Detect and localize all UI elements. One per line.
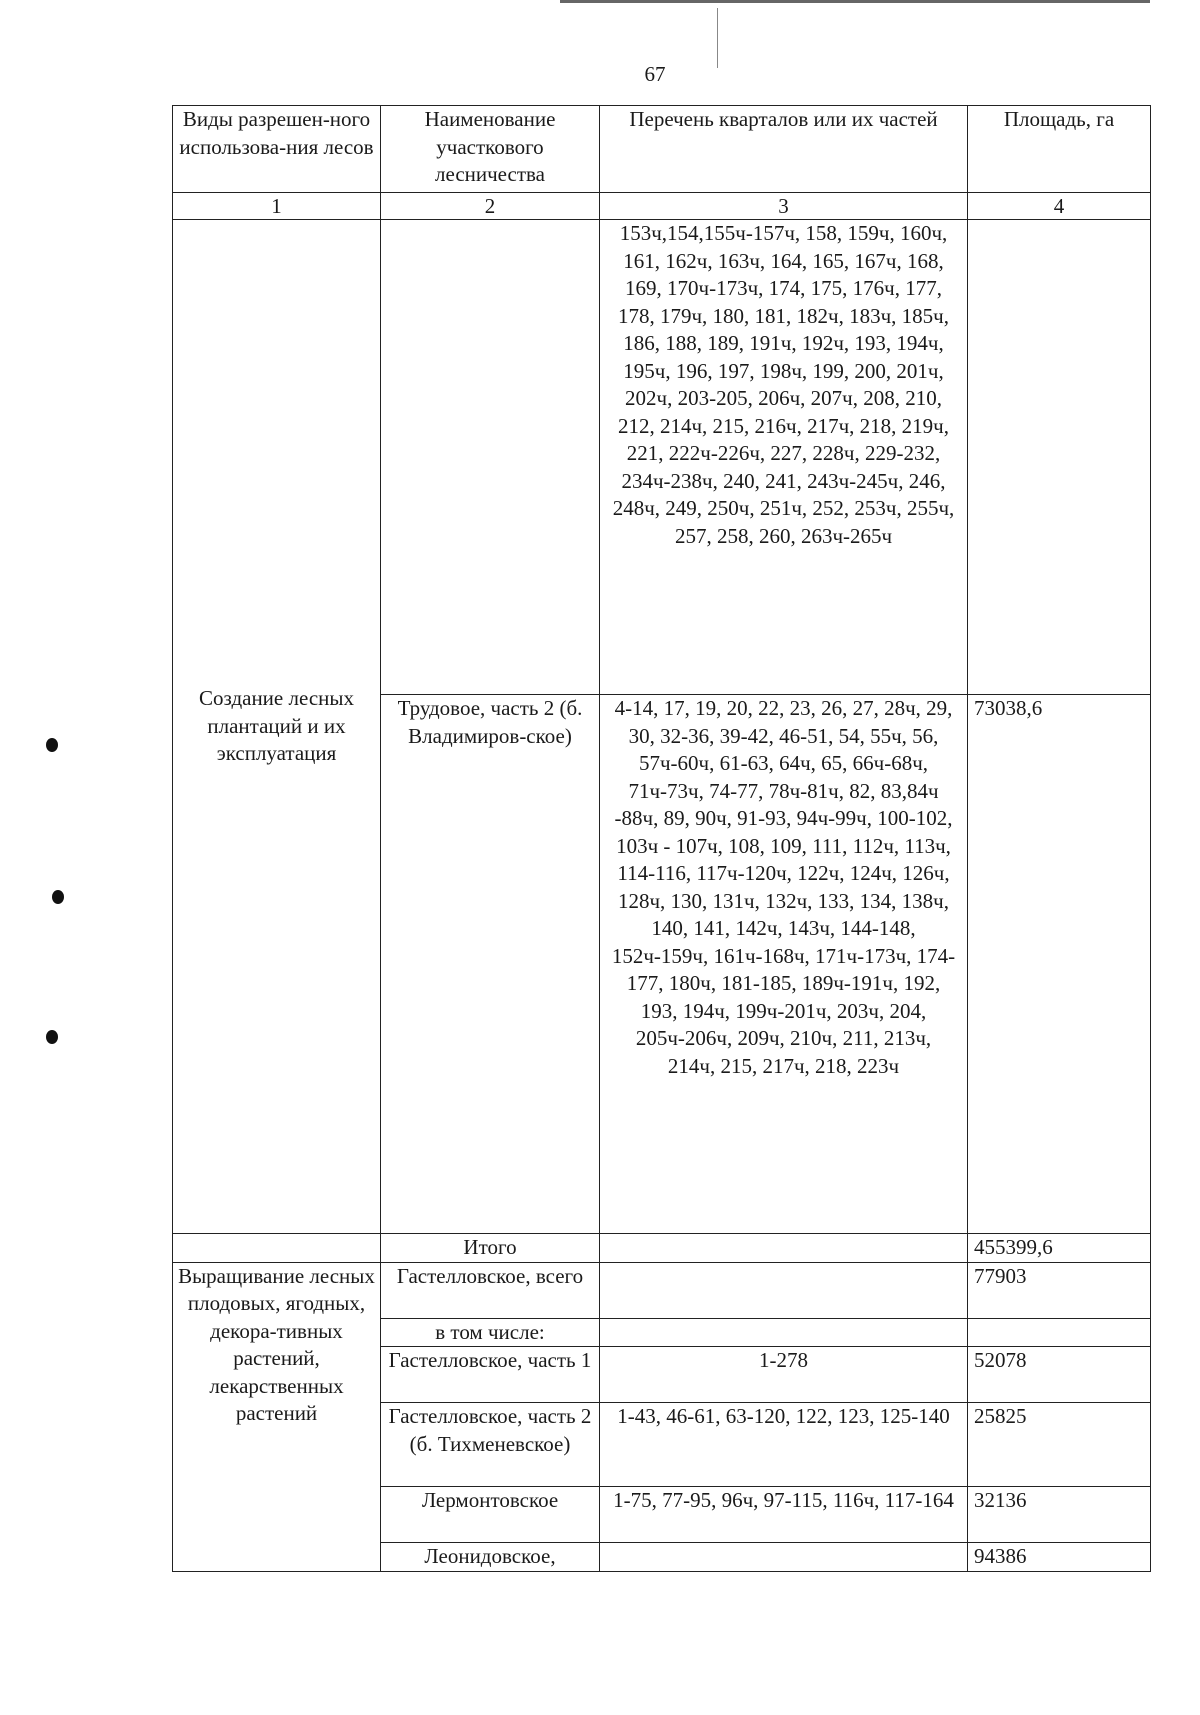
punch-hole-dot — [52, 890, 64, 904]
table-row — [173, 220, 1151, 695]
top-rule — [560, 0, 1150, 3]
header-district: Наименование участкового лесничества — [381, 106, 600, 193]
quarters-cell: 1-278 — [600, 1347, 968, 1403]
district-cell: Итого — [381, 1234, 600, 1263]
area-cell: 94386 — [968, 1543, 1151, 1572]
page-number: 67 — [644, 62, 666, 86]
district-cell: Гастелловское, часть 1 — [381, 1347, 600, 1403]
quarters-cell: 153ч,154,155ч-157ч, 158, 159ч, 160ч, 161, 162ч, 163ч, 164, 165, 167ч, 168, 169, 170ч-173ч, 174, 175, 176ч, 177, 178, 179ч, 180, 181, 182ч, 183ч, 185ч, 186, 188, 189, 191ч, 192ч, 193, 194ч, 195ч, 196, 197, 198ч, 199, 200, 201ч, 202ч, 203-205, 206ч, 207ч, 208, 210, 212, 214ч, 215, 216ч, 217ч, 218, 219ч, 221, 222ч-226ч, 227, 228ч, 229-232, 234ч-238ч, 240, 241, 243ч-245ч, 246, 248ч, 249, 250ч, 251ч, 252, 253ч, 255ч, 257, 258, 260, 263ч-265ч — [600, 220, 968, 695]
column-number-row — [173, 193, 1151, 220]
area-cell: 455399,6 — [968, 1234, 1151, 1263]
district-cell: Леонидовское, — [381, 1543, 600, 1572]
quarters-cell — [600, 1543, 968, 1572]
column-number: 3 — [600, 193, 968, 220]
use-type-cell — [173, 1234, 381, 1263]
punch-hole-dot — [46, 738, 58, 752]
quarters-cell: 1-75, 77-95, 96ч, 97-115, 116ч, 117-164 — [600, 1487, 968, 1543]
use-type-cell: Выращивание лесных плодовых, ягодных, декора-тивных растений, лекарственных растений — [173, 1262, 381, 1571]
area-cell — [968, 1318, 1151, 1347]
table-row — [173, 1234, 1151, 1263]
area-cell: 73038,6 — [968, 695, 1151, 1234]
district-cell: в том числе: — [381, 1318, 600, 1347]
quarters-cell: 1-43, 46-61, 63-120, 122, 123, 125-140 — [600, 1403, 968, 1487]
header-quarters: Перечень кварталов или их частей — [600, 106, 968, 193]
use-type-cell: Создание лесных плантаций и их эксплуатация — [173, 220, 381, 1234]
column-number: 2 — [381, 193, 600, 220]
quarters-cell — [600, 1318, 968, 1347]
header-use-type: Виды разрешен-ного использова-ния лесов — [173, 106, 381, 193]
quarters-cell: 4-14, 17, 19, 20, 22, 23, 26, 27, 28ч, 29, 30, 32-36, 39-42, 46-51, 54, 55ч, 56, 57ч-60ч, 61-63, 64ч, 65, 66ч-68ч, 71ч-73ч, 74-77, 78ч-81ч, 82, 83,84ч -88ч, 89, 90ч, 91-93, 94ч-99ч, 100-102, 103ч - 107ч, 108, 109, 111, 112ч, 113ч, 114-116, 117ч-120ч, 122ч, 124ч, 126ч, 128ч, 130, 131ч, 132ч, 133, 134, 138ч, 140, 141, 142ч, 143ч, 144-148, 152ч-159ч, 161ч-168ч, 171ч-173ч, 174-177, 180ч, 181-185, 189ч-191ч, 192, 193, 194ч, 199ч-201ч, 203ч, 204, 205ч-206ч, 209ч, 210ч, 211, 213ч, 214ч, 215, 217ч, 218, 223ч — [600, 695, 968, 1234]
area-cell: 25825 — [968, 1403, 1151, 1487]
fold-mark — [717, 8, 718, 68]
table-row — [173, 1262, 1151, 1318]
district-cell: Трудовое, часть 2 (б. Владимиров-ское) — [381, 695, 600, 1234]
district-cell — [381, 220, 600, 695]
punch-hole-dot — [46, 1030, 58, 1044]
area-cell — [968, 220, 1151, 695]
district-cell: Гастелловское, всего — [381, 1262, 600, 1318]
column-number: 1 — [173, 193, 381, 220]
quarters-cell — [600, 1262, 968, 1318]
quarters-cell — [600, 1234, 968, 1263]
area-cell: 32136 — [968, 1487, 1151, 1543]
area-cell: 52078 — [968, 1347, 1151, 1403]
column-number: 4 — [968, 193, 1151, 220]
district-cell: Гастелловское, часть 2 (б. Тихменевское) — [381, 1403, 600, 1487]
forest-use-table — [172, 105, 1151, 1572]
header-area: Площадь, га — [968, 106, 1151, 193]
district-cell: Лермонтовское — [381, 1487, 600, 1543]
area-cell: 77903 — [968, 1262, 1151, 1318]
header-row — [173, 106, 1151, 193]
